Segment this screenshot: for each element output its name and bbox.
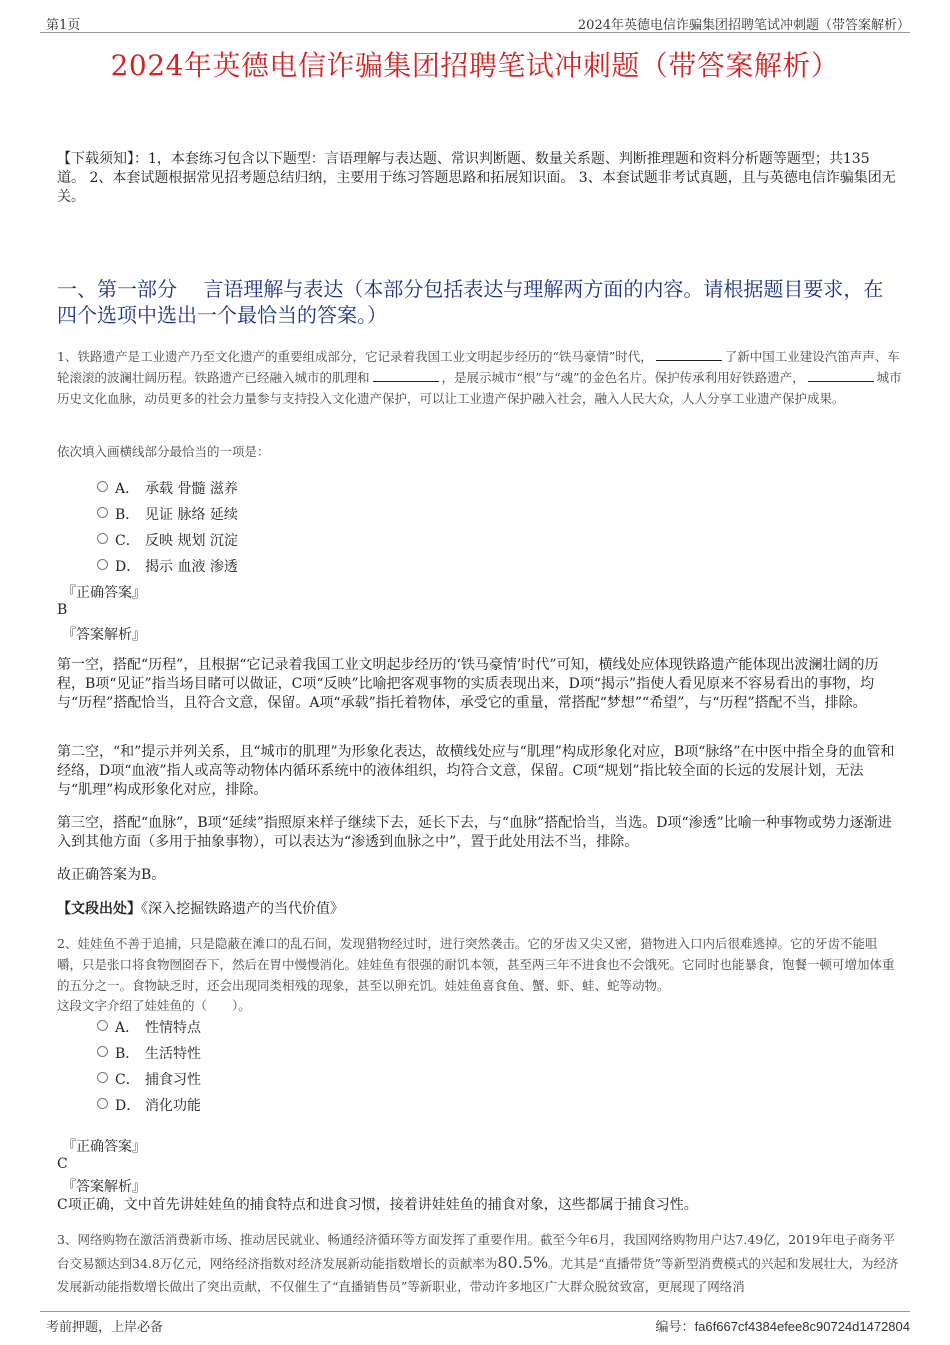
option-text: 揭示 血液 渗透 <box>145 559 238 575</box>
fill-blank-1 <box>656 348 722 361</box>
option-letter: C． <box>115 1072 140 1088</box>
option-letter: D． <box>115 1098 141 1114</box>
source-label: 【文段出处】 <box>57 901 141 917</box>
footer-slogan: 考前押题，上岸必备 <box>46 1320 164 1335</box>
radio-circle-icon[interactable] <box>97 481 108 492</box>
header-title: 2024年英德电信诈骗集团招聘笔试冲刺题（带答案解析） <box>577 18 910 33</box>
source-text: 《深入挖掘铁路遗产的当代价值》 <box>141 901 344 917</box>
page-footer <box>40 1311 910 1334</box>
q2-analysis: C项正确，文中首先讲娃娃鱼的捕食特点和进食习惯，接着讲娃娃鱼的捕食对象，这些都属于捕食习性。 <box>57 1197 698 1213</box>
radio-circle-icon[interactable] <box>97 533 108 544</box>
option-text: 消化功能 <box>145 1098 201 1114</box>
radio-circle-icon[interactable] <box>97 507 108 518</box>
question-2-stem: 2、娃娃鱼不善于追捕，只是隐蔽在滩口的乱石间，发现猎物经过时，进行突然袭击。它的牙齿又尖又密，猎物进入口内后很难逃掉。它的牙齿不能咀嚼，只是张口将食物囫囵吞下，然后在胃中慢慢消化。娃娃鱼有很强的耐饥本领，甚至两三年不进食也不会饿死。它同时也能暴食，饱餐一顿可增加体重的五分之一。食物缺乏时，还会出现同类相残的现象，甚至以卵充饥。娃娃鱼喜食鱼、蟹、虾、蛙、蛇等动物。 <box>57 936 895 993</box>
section-heading: 一、第一部分 言语理解与表达（本部分包括表达与理解两方面的内容。请根据题目要求，在四个选项中选出一个最恰当的答案。） <box>57 277 884 327</box>
option-text: 承载 骨髓 滋养 <box>145 481 238 497</box>
option-text: 生活特性 <box>145 1046 201 1062</box>
radio-circle-icon[interactable] <box>97 1072 108 1083</box>
radio-circle-icon[interactable] <box>97 1020 108 1031</box>
question-1-stem: 1、铁路遗产是工业遗产乃至文化遗产的重要组成部分，它记录着我国工业文明起步经历的“铁马豪情”时代， 了新中国工业建设汽笛声声、车轮滚滚的波澜壮阔历程。铁路遗产已经融入城市的肌理和 ，是展示城市“根”与“魂”的金色名片。保护传承利用好铁路遗产， 城市历史文化血脉，动员更多的社会力量参与支持投入文化遗产保护，可以让工业遗产保护融入社会，融入人民大众，人人分享工业遗产保护成果。 <box>57 349 902 406</box>
option-letter: B． <box>115 1046 140 1062</box>
download-notice: 【下载须知】：1，本套练习包含以下题型：言语理解与表达题、常识判断题、数量关系题、判断推理题和资料分析题等题型；共135道。 2、本套试题根据常见招考题总结归纳，主要用于练习答题思路和拓展知识面。 3、本套试题非考试真题，且与英德电信诈骗集团无关。 <box>57 151 896 205</box>
page-number: 第1页 <box>46 18 81 33</box>
option-letter: C． <box>115 533 140 549</box>
q2-answer-label: 『正确答案』 <box>62 1139 146 1155</box>
formula-value: 80.5% <box>497 1253 549 1272</box>
option-text: 反映 规划 沉淀 <box>145 533 238 549</box>
radio-circle-icon[interactable] <box>97 1046 108 1057</box>
page-header <box>40 12 910 33</box>
question-1-prompt: 依次填入画横线部分最恰当的一项是： <box>57 444 270 459</box>
radio-circle-icon[interactable] <box>97 1098 108 1109</box>
option-letter: A． <box>115 1020 140 1036</box>
fill-blank-2 <box>373 369 439 382</box>
q2-analysis-label: 『答案解析』 <box>62 1179 146 1195</box>
document-code: fa6f667cf4384efee8c90724d1472804 <box>694 1319 910 1334</box>
radio-circle-icon[interactable] <box>97 559 108 570</box>
q1-answer-label: 『正确答案』 <box>62 585 146 601</box>
q1-analysis-label: 『答案解析』 <box>62 627 146 643</box>
q1-answer: B <box>57 602 68 618</box>
q1-source <box>57 900 897 919</box>
option-letter: A． <box>115 481 140 497</box>
fill-blank-3 <box>808 369 874 382</box>
question-3-stem: 3、网络购物在激活消费新市场、推动居民就业、畅通经济循环等方面发挥了重要作用。截至今年6月，我国网络购物用户达7.49亿，2019年电子商务平台交易额达到34.8万亿元，网络经济指数对经济发展新动能指数增长的贡献率为80.5%。尤其是“直播带货”等新型消费模式的兴起和发展壮大，为经济发展新动能指数增长做出了突出贡献，不仅催生了“直播销售员”等新职业，带动许多地区广大群众脱贫致富，更展现了网络消 <box>57 1232 899 1294</box>
option-text: 捕食习性 <box>145 1072 201 1088</box>
q2-answer: C <box>57 1156 68 1172</box>
q1-analysis-para-3: 第三空，搭配“血脉”，B项“延续”指照原来样子继续下去，延长下去，与“血脉”搭配恰当，当选。D项“渗透”比喻一种事物或势力逐渐进入到其他方面（多用于抽象事物），可以表达为“渗透到血脉之中”，置于此处用法不当，排除。 <box>57 815 892 850</box>
option-letter: B． <box>115 507 140 523</box>
option-letter: D． <box>115 559 141 575</box>
document-title: 2024年英德电信诈骗集团招聘笔试冲刺题（带答案解析） <box>110 49 840 82</box>
q1-analysis-para-1: 第一空，搭配“历程”，且根据“它记录着我国工业文明起步经历的‘铁马豪情’时代”可知，横线处应体现铁路遗产能体现出波澜壮阔的历程，B项“见证”指当场目睹可以做证，C项“反映”比喻把客观事物的实质表现出来，D项“揭示”指使人看见原来不容易看出的事物，均与“历程”搭配恰当，且符合文意，保留。A项“承载”指托着物体，承受它的重量，常搭配“梦想”“希望”，与“历程”搭配不当，排除。 <box>57 657 879 711</box>
question-2-prompt: 这段文字介绍了娃娃鱼的（ ）。 <box>57 998 251 1013</box>
q1-conclusion: 故正确答案为B。 <box>57 867 166 883</box>
option-text: 性情特点 <box>145 1020 201 1036</box>
q1-analysis-para-2: 第二空，“和”提示并列关系，且“城市的肌理”为形象化表达，故横线处应与“肌理”构成形象化对应，B项“脉络”在中医中指全身的血管和经络，D项“血液”指人或高等动物体内循环系统中的液体组织，均符合文意，保留。C项“规划”指比较全面的长远的发展计划，无法与“肌理”构成形象化对应，排除。 <box>57 744 895 798</box>
footer-code: 编号：fa6f667cf4384efee8c90724d1472804 <box>655 1319 910 1335</box>
option-text: 见证 脉络 延续 <box>145 507 238 523</box>
